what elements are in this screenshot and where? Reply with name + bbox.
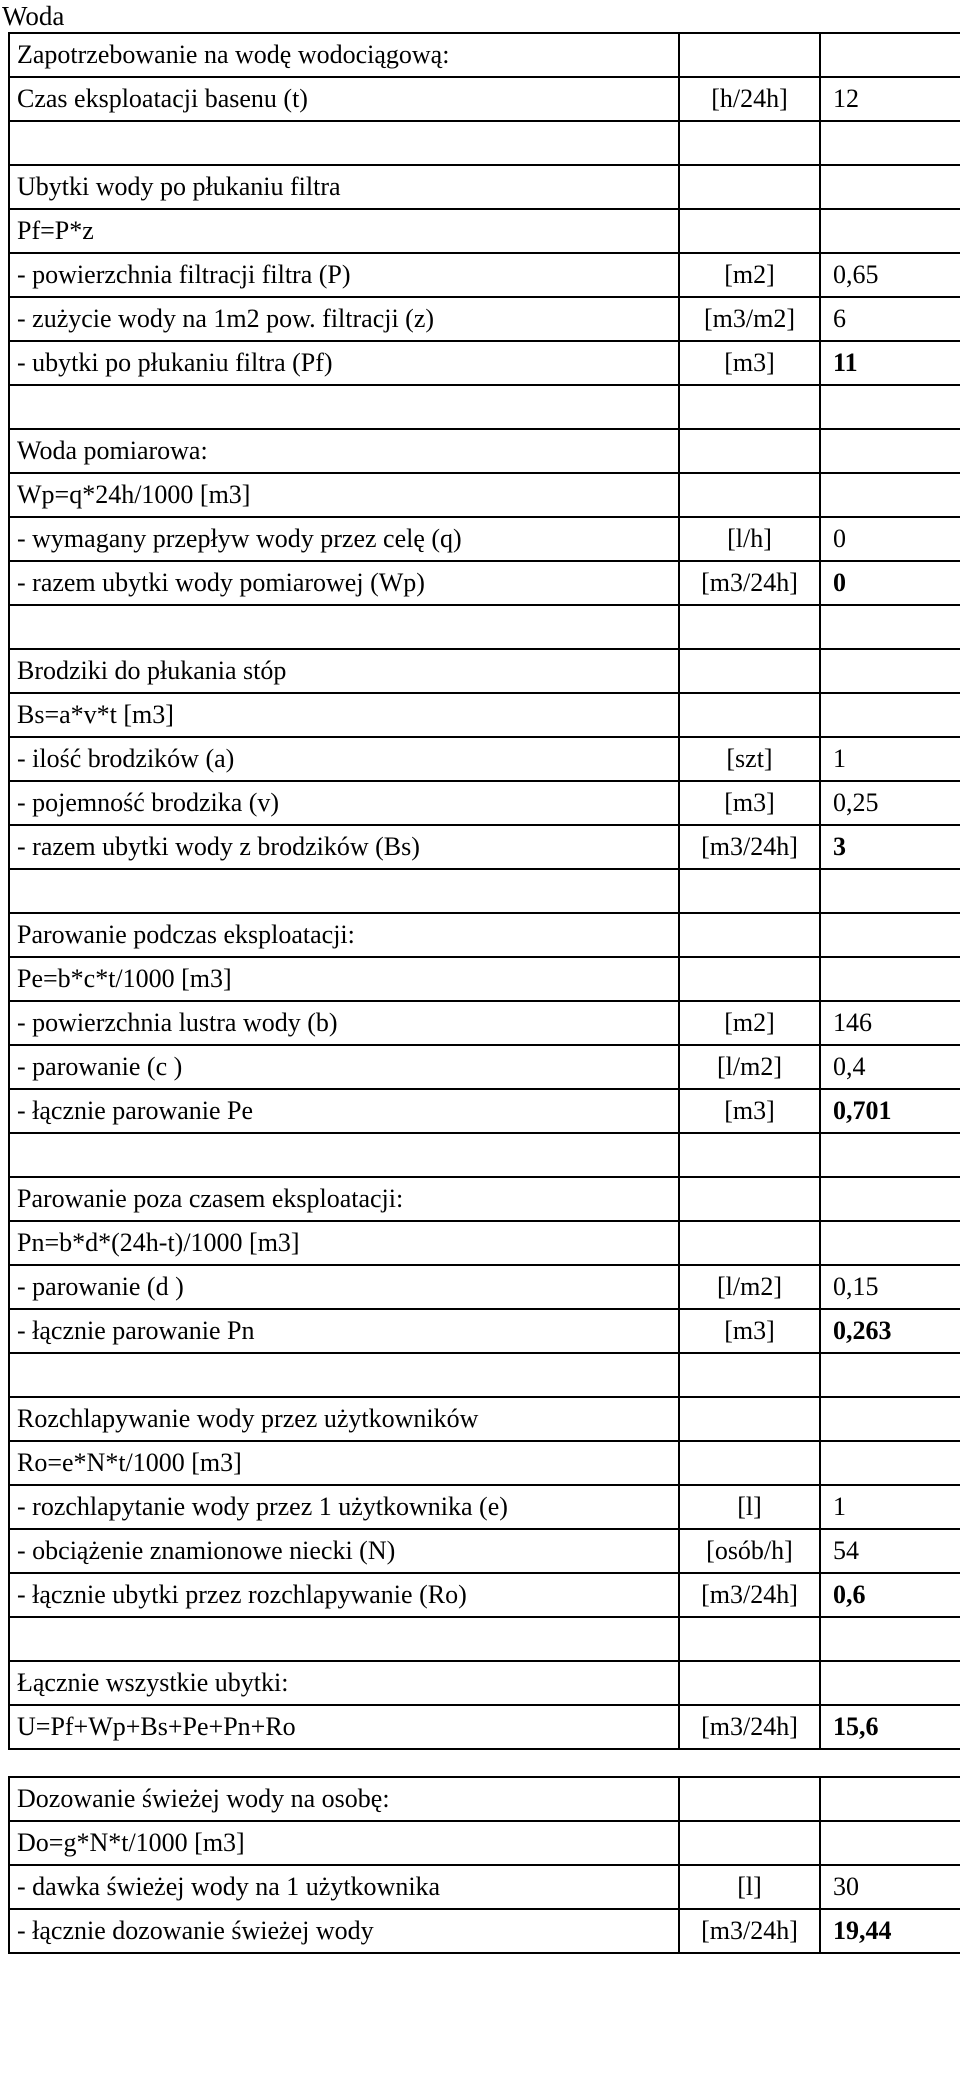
- table-row: [9, 957, 960, 1001]
- row-value: [820, 209, 960, 253]
- row-label: Pf=P*z: [9, 209, 679, 253]
- row-unit: [m2]: [679, 1001, 820, 1045]
- row-value: [820, 473, 960, 517]
- row-label: - łącznie parowanie Pe: [9, 1089, 679, 1133]
- row-label: [9, 1749, 679, 1777]
- table-row: [9, 1573, 960, 1617]
- row-unit: [m3/24h]: [679, 1573, 820, 1617]
- row-value: 11: [820, 341, 960, 385]
- row-unit: [679, 165, 820, 209]
- row-label: Brodziki do płukania stóp: [9, 649, 679, 693]
- row-value: [820, 165, 960, 209]
- row-label: Ro=e*N*t/1000 [m3]: [9, 1441, 679, 1485]
- table-row: [9, 1441, 960, 1485]
- table-row: [9, 649, 960, 693]
- row-value: 0,701: [820, 1089, 960, 1133]
- row-unit: [h/24h]: [679, 77, 820, 121]
- row-unit: [679, 1661, 820, 1705]
- row-unit: [679, 1397, 820, 1441]
- table-row: [9, 1529, 960, 1573]
- row-value: 0,25: [820, 781, 960, 825]
- table-row: [9, 913, 960, 957]
- row-value: [820, 121, 960, 165]
- row-unit: [679, 1353, 820, 1397]
- row-unit: [679, 473, 820, 517]
- table-row: [9, 1749, 960, 1777]
- table-row: [9, 33, 960, 77]
- row-label: - rozchlapytanie wody przez 1 użytkownika (e): [9, 1485, 679, 1529]
- row-label: [9, 1617, 679, 1661]
- row-label: Woda pomiarowa:: [9, 429, 679, 473]
- table-row: [9, 1309, 960, 1353]
- row-unit: [679, 1821, 820, 1865]
- table-row: [9, 297, 960, 341]
- row-unit: [679, 1133, 820, 1177]
- table-row: [9, 1865, 960, 1909]
- row-label: [9, 121, 679, 165]
- table-row: [9, 1001, 960, 1045]
- row-label: - dawka świeżej wody na 1 użytkownika: [9, 1865, 679, 1909]
- row-label: - zużycie wody na 1m2 pow. filtracji (z): [9, 297, 679, 341]
- row-value: 54: [820, 1529, 960, 1573]
- row-unit: [679, 209, 820, 253]
- row-value: 0,4: [820, 1045, 960, 1089]
- row-value: [820, 33, 960, 77]
- row-unit: [679, 1441, 820, 1485]
- row-value: 3: [820, 825, 960, 869]
- table-row: [9, 605, 960, 649]
- row-label: - łącznie dozowanie świeżej wody: [9, 1909, 679, 1953]
- row-label: - parowanie (c ): [9, 1045, 679, 1089]
- row-value: [820, 1353, 960, 1397]
- row-unit: [szt]: [679, 737, 820, 781]
- table-row: [9, 1705, 960, 1749]
- row-label: - razem ubytki wody z brodzików (Bs): [9, 825, 679, 869]
- row-unit: [m3/24h]: [679, 825, 820, 869]
- row-label: [9, 605, 679, 649]
- row-unit: [679, 1177, 820, 1221]
- row-value: [820, 1221, 960, 1265]
- table-row: [9, 693, 960, 737]
- row-unit: [679, 693, 820, 737]
- row-value: [820, 1821, 960, 1865]
- row-unit: [m3]: [679, 341, 820, 385]
- row-label: Wp=q*24h/1000 [m3]: [9, 473, 679, 517]
- row-label: [9, 385, 679, 429]
- row-value: [820, 957, 960, 1001]
- row-value: 0,65: [820, 253, 960, 297]
- row-unit: [l]: [679, 1865, 820, 1909]
- row-label: - ilość brodzików (a): [9, 737, 679, 781]
- table-row: [9, 1089, 960, 1133]
- row-value: [820, 605, 960, 649]
- table-row: [9, 473, 960, 517]
- row-unit: [679, 429, 820, 473]
- table-row: [9, 869, 960, 913]
- table-row: [9, 517, 960, 561]
- table-row: [9, 341, 960, 385]
- row-label: - łącznie parowanie Pn: [9, 1309, 679, 1353]
- row-unit: [679, 649, 820, 693]
- row-value: [820, 429, 960, 473]
- table-row: [9, 385, 960, 429]
- row-value: 19,44: [820, 1909, 960, 1953]
- table-row: [9, 253, 960, 297]
- row-unit: [l/m2]: [679, 1265, 820, 1309]
- table-row: [9, 1177, 960, 1221]
- water-calculation-table: [8, 32, 960, 1954]
- row-value: 1: [820, 737, 960, 781]
- row-unit: [m3/24h]: [679, 561, 820, 605]
- row-unit: [679, 1749, 820, 1777]
- row-value: [820, 649, 960, 693]
- row-label: Rozchlapywanie wody przez użytkowników: [9, 1397, 679, 1441]
- row-label: [9, 869, 679, 913]
- table-row: [9, 1353, 960, 1397]
- table-row: [9, 77, 960, 121]
- row-unit: [679, 121, 820, 165]
- row-label: Bs=a*v*t [m3]: [9, 693, 679, 737]
- row-value: [820, 1441, 960, 1485]
- row-unit: [m3/24h]: [679, 1909, 820, 1953]
- row-unit: [679, 957, 820, 1001]
- row-value: [820, 1749, 960, 1777]
- row-label: [9, 1133, 679, 1177]
- row-label: - parowanie (d ): [9, 1265, 679, 1309]
- row-label: Czas eksploatacji basenu (t): [9, 77, 679, 121]
- table-row: [9, 1133, 960, 1177]
- row-value: 12: [820, 77, 960, 121]
- table-row: [9, 1485, 960, 1529]
- table-row: [9, 1777, 960, 1821]
- table-row: [9, 209, 960, 253]
- row-value: [820, 1133, 960, 1177]
- row-unit: [679, 605, 820, 649]
- row-value: [820, 1177, 960, 1221]
- row-value: [820, 1397, 960, 1441]
- row-label: - powierzchnia filtracji filtra (P): [9, 253, 679, 297]
- row-value: 6: [820, 297, 960, 341]
- table-row: [9, 1045, 960, 1089]
- row-value: 0: [820, 517, 960, 561]
- row-unit: [m3]: [679, 781, 820, 825]
- row-label: - obciążenie znamionowe niecki (N): [9, 1529, 679, 1573]
- row-value: [820, 1661, 960, 1705]
- table-row: [9, 1661, 960, 1705]
- row-unit: [m3]: [679, 1089, 820, 1133]
- table-body: [9, 33, 960, 1953]
- table-row: [9, 1909, 960, 1953]
- row-unit: [679, 1777, 820, 1821]
- row-value: [820, 913, 960, 957]
- row-label: - powierzchnia lustra wody (b): [9, 1001, 679, 1045]
- table-row: [9, 781, 960, 825]
- table-row: [9, 1265, 960, 1309]
- row-unit: [m3/m2]: [679, 297, 820, 341]
- table-row: [9, 1397, 960, 1441]
- table-row: [9, 121, 960, 165]
- row-value: [820, 1617, 960, 1661]
- table-row: [9, 429, 960, 473]
- row-label: U=Pf+Wp+Bs+Pe+Pn+Ro: [9, 1705, 679, 1749]
- row-label: - pojemność brodzika (v): [9, 781, 679, 825]
- row-label: Zapotrzebowanie na wodę wodociągową:: [9, 33, 679, 77]
- row-unit: [679, 869, 820, 913]
- row-unit: [679, 385, 820, 429]
- row-value: 0,263: [820, 1309, 960, 1353]
- table-row: [9, 1821, 960, 1865]
- document-title: Woda: [2, 1, 65, 31]
- row-value: [820, 1777, 960, 1821]
- table-row: [9, 825, 960, 869]
- table-row: [9, 1617, 960, 1661]
- row-value: 0: [820, 561, 960, 605]
- row-label: Ubytki wody po płukaniu filtra: [9, 165, 679, 209]
- row-unit: [l/h]: [679, 517, 820, 561]
- row-label: - ubytki po płukaniu filtra (Pf): [9, 341, 679, 385]
- row-label: Pe=b*c*t/1000 [m3]: [9, 957, 679, 1001]
- row-value: [820, 693, 960, 737]
- row-label: Parowanie podczas eksploatacji:: [9, 913, 679, 957]
- row-unit: [679, 33, 820, 77]
- table-row: [9, 165, 960, 209]
- row-value: 1: [820, 1485, 960, 1529]
- row-unit: [679, 1617, 820, 1661]
- row-unit: [679, 913, 820, 957]
- row-label: - łącznie ubytki przez rozchlapywanie (Ro): [9, 1573, 679, 1617]
- row-label: Łącznie wszystkie ubytki:: [9, 1661, 679, 1705]
- row-unit: [l]: [679, 1485, 820, 1529]
- table-row: [9, 561, 960, 605]
- row-value: 30: [820, 1865, 960, 1909]
- row-label: Parowanie poza czasem eksploatacji:: [9, 1177, 679, 1221]
- row-label: - razem ubytki wody pomiarowej (Wp): [9, 561, 679, 605]
- row-value: 15,6: [820, 1705, 960, 1749]
- row-unit: [osób/h]: [679, 1529, 820, 1573]
- row-value: 146: [820, 1001, 960, 1045]
- row-label: - wymagany przepływ wody przez celę (q): [9, 517, 679, 561]
- row-unit: [m3/24h]: [679, 1705, 820, 1749]
- row-value: [820, 869, 960, 913]
- table-row: [9, 1221, 960, 1265]
- row-label: Dozowanie świeżej wody na osobę:: [9, 1777, 679, 1821]
- row-label: [9, 1353, 679, 1397]
- table-row: [9, 737, 960, 781]
- row-value: [820, 385, 960, 429]
- row-unit: [m3]: [679, 1309, 820, 1353]
- row-value: 0,6: [820, 1573, 960, 1617]
- row-unit: [l/m2]: [679, 1045, 820, 1089]
- row-label: Do=g*N*t/1000 [m3]: [9, 1821, 679, 1865]
- row-unit: [679, 1221, 820, 1265]
- row-unit: [m2]: [679, 253, 820, 297]
- row-value: 0,15: [820, 1265, 960, 1309]
- row-label: Pn=b*d*(24h-t)/1000 [m3]: [9, 1221, 679, 1265]
